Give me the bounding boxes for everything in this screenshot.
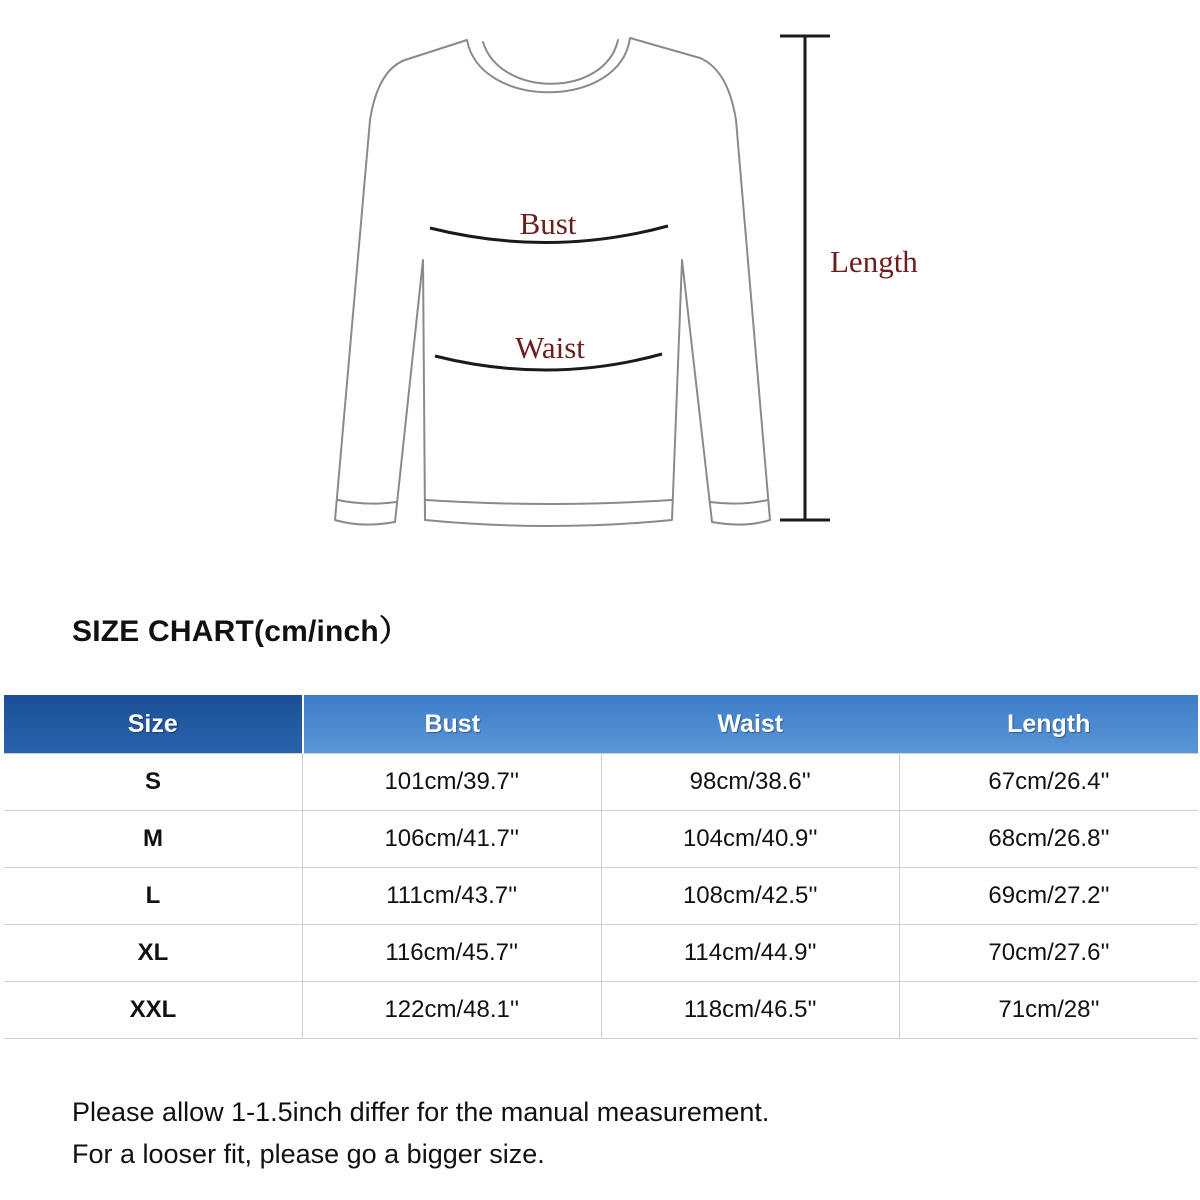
size-cell: XL [4,925,303,982]
length-cell: 70cm/27.6'' [900,925,1199,982]
length-cell: 71cm/28'' [900,982,1199,1039]
size-cell: S [4,754,303,811]
length-cell: 67cm/26.4'' [900,754,1199,811]
size-cell: M [4,811,303,868]
table-header-row [4,695,1198,754]
bust-cell: 116cm/45.7'' [303,925,602,982]
bust-cell: 106cm/41.7'' [303,811,602,868]
table-row [4,811,1198,868]
length-label: Length [830,244,918,279]
bust-cell: 101cm/39.7'' [303,754,602,811]
table-row [4,754,1198,811]
size-cell: L [4,868,303,925]
header-length: Length [900,695,1199,754]
waist-cell: 104cm/40.9'' [601,811,900,868]
fit-note: For a looser fit, please go a bigger size. [72,1139,545,1169]
waist-label: Waist [515,330,585,365]
waist-cell: 118cm/46.5'' [601,982,900,1039]
waist-cell: 114cm/44.9'' [601,925,900,982]
size-chart-table [4,695,1198,1039]
length-measure-bar [780,36,830,520]
bust-label: Bust [519,206,577,241]
header-bust: Bust [303,695,602,754]
waist-cell: 108cm/42.5'' [601,868,900,925]
header-size: Size [4,695,303,754]
measurement-note: Please allow 1-1.5inch differ for the manual measurement. [72,1097,770,1127]
size-chart-title: SIZE CHART(cm/inch） [72,615,410,648]
bust-cell: 111cm/43.7'' [303,868,602,925]
header-waist: Waist [601,695,900,754]
length-cell: 69cm/27.2'' [900,868,1199,925]
table-row [4,982,1198,1039]
shirt-measurement-diagram [0,0,1200,560]
length-cell: 68cm/26.8'' [900,811,1199,868]
bust-cell: 122cm/48.1'' [303,982,602,1039]
size-cell: XXL [4,982,303,1039]
shirt-outline-icon [335,38,770,526]
table-row [4,925,1198,982]
waist-cell: 98cm/38.6'' [601,754,900,811]
table-row [4,868,1198,925]
